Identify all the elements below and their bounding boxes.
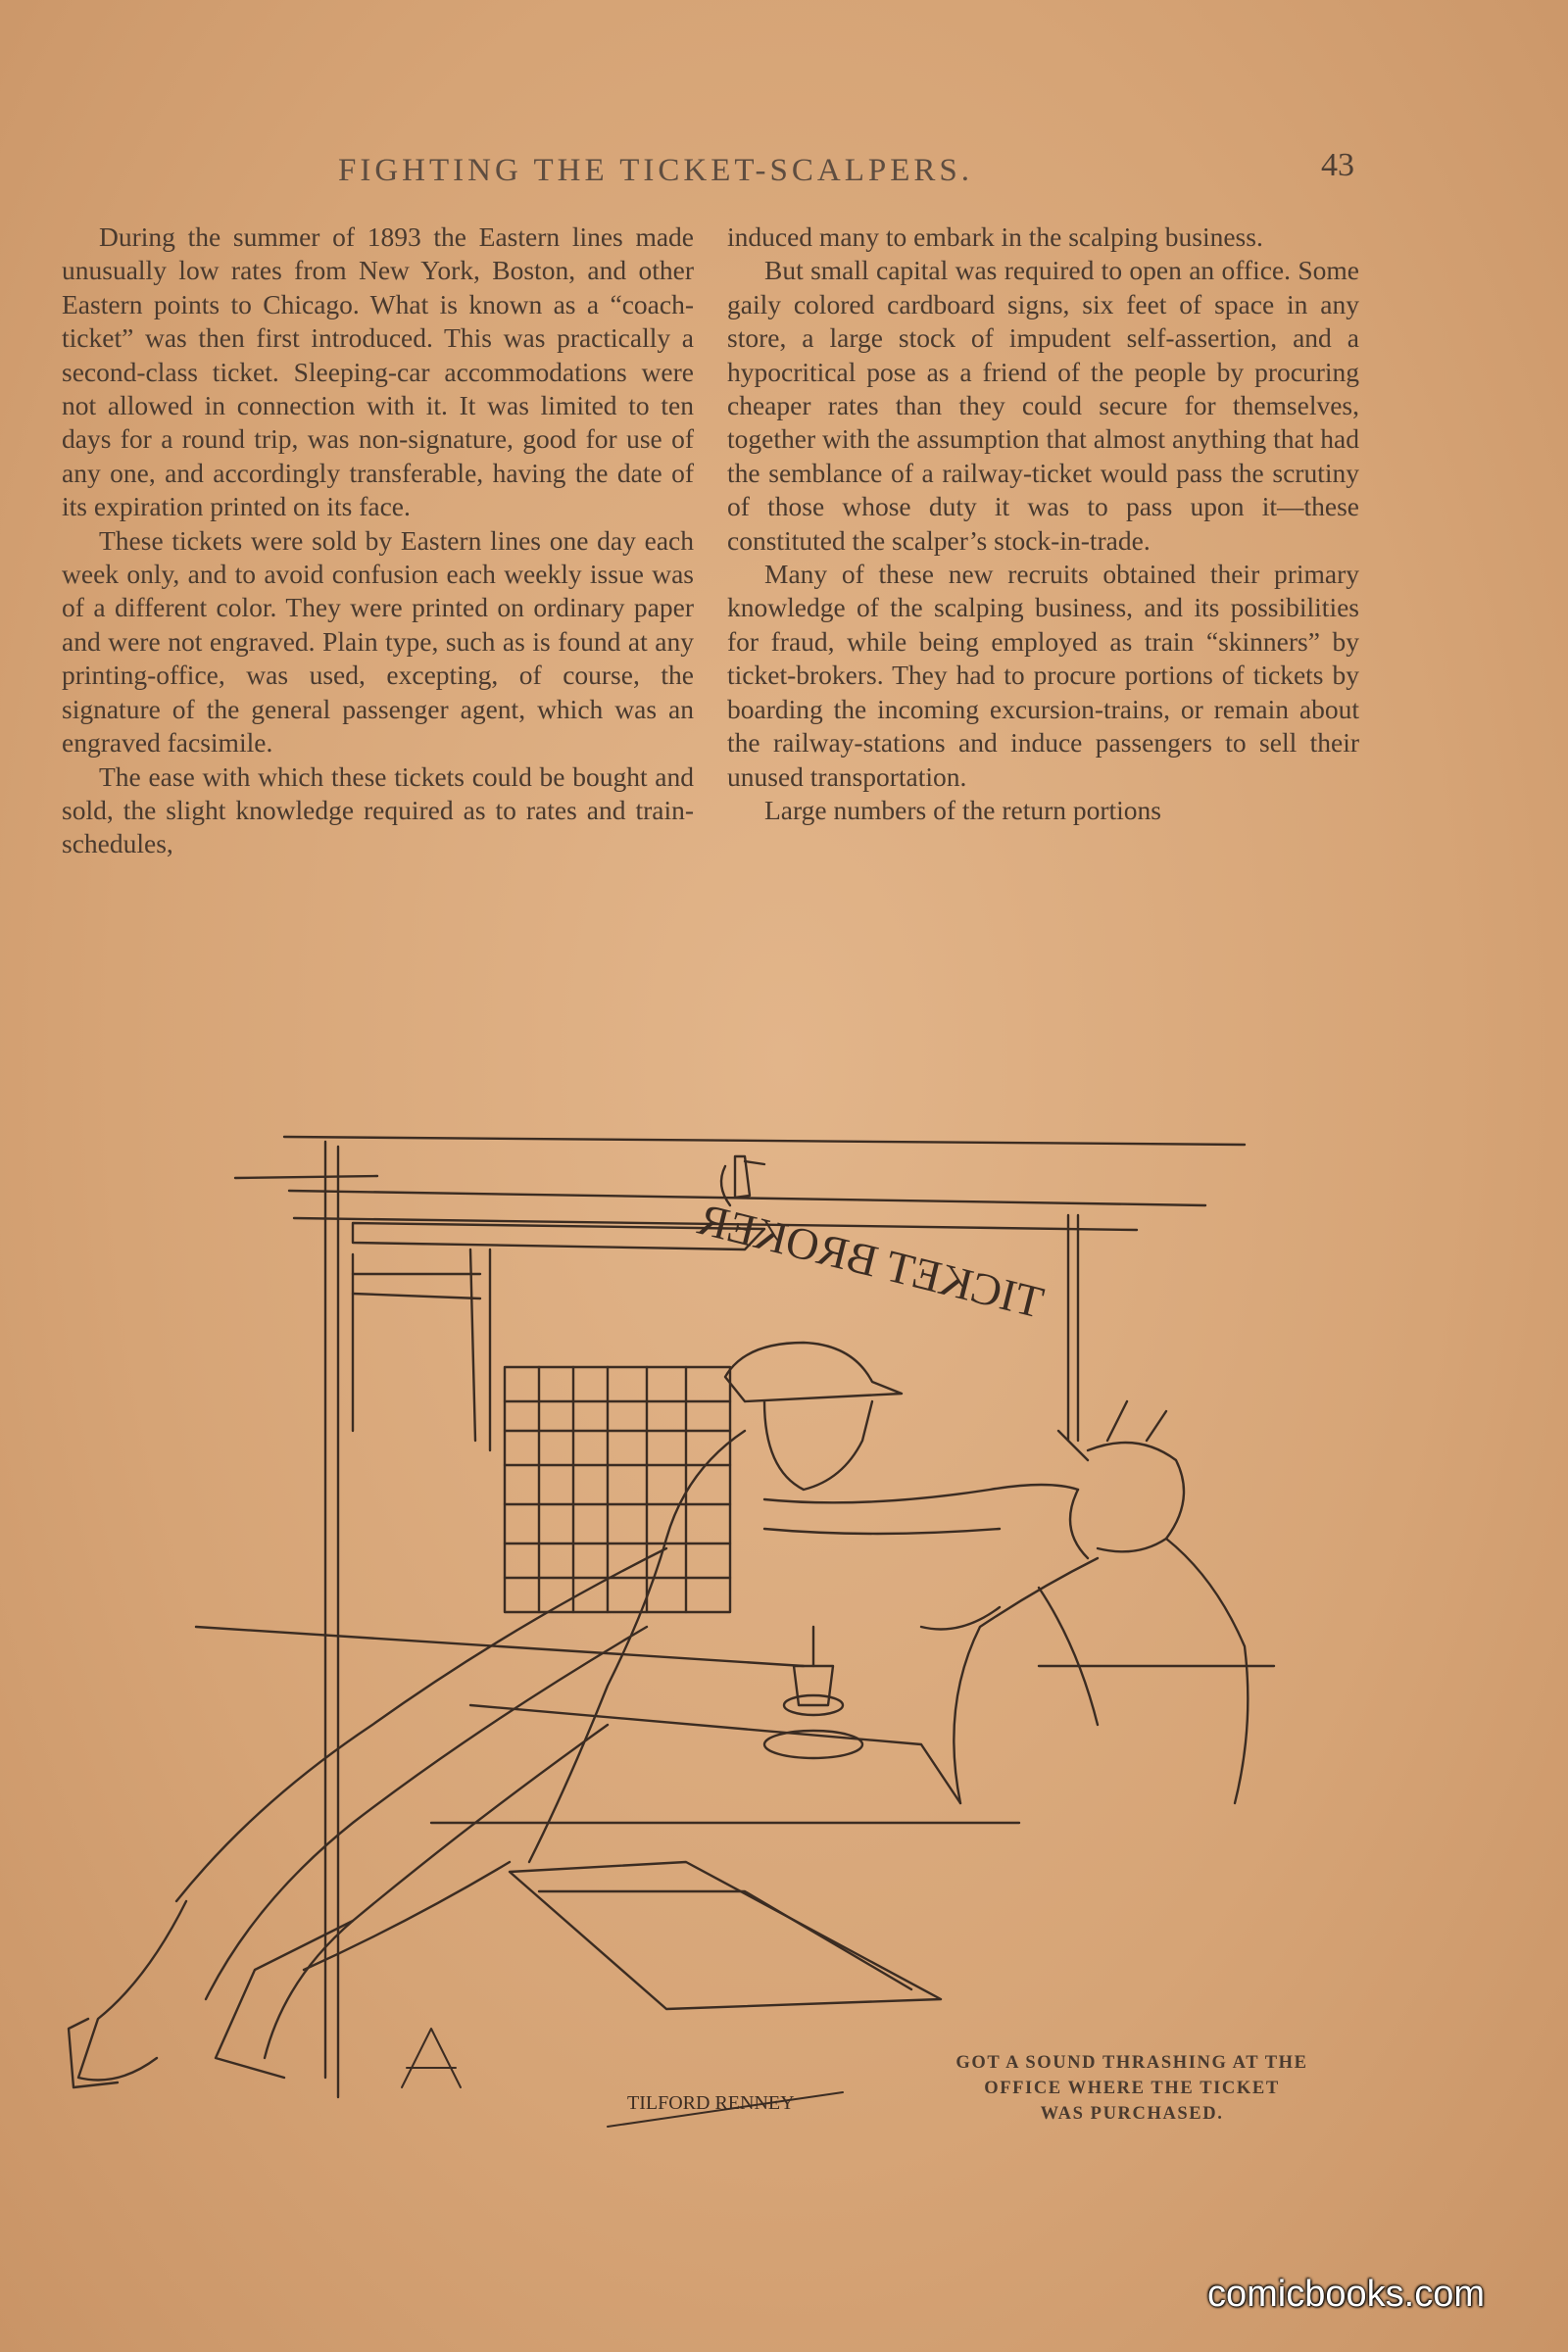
pigeonhole-shelves [505, 1367, 730, 1612]
caption-line: OFFICE WHERE THE TICKET [984, 2079, 1280, 2098]
paragraph: induced many to embark in the scalping business. [727, 221, 1263, 252]
sign-text: TICKET BROKER [693, 1193, 1049, 1328]
paragraph: Many of these new recruits obtained their primary knowledge of the scalping business, and its possibilities for fraud, while being employed as train “skinners” by ticket-brokers. They had to procure portions of tickets by boarding the incoming excursion-trains, or remain about the railway-stations and induce passengers to sell their unused transportation. [727, 559, 1359, 792]
running-title: FIGHTING THE TICKET-SCALPERS. [338, 153, 974, 188]
paragraph: During the summer of 1893 the Eastern lines made unusually low rates from New York, Boston, and other Eastern points to Chicago. What is known as a “coach-ticket” was then first introduced. This was practically a second-class ticket. Sleeping-car accommodations were not allowed in connection with it. It was limited to ten days for a round trip, was non-signature, good for use of any one, and accordingly transferable, having the date of its expiration printed on its face. [62, 221, 694, 522]
paragraph: The ease with which these tickets could be bought and sold, the slight knowledge required as to rates and train-schedules, [62, 760, 694, 859]
paragraph: Large numbers of the return portions [764, 794, 1162, 825]
page-header [0, 147, 1568, 196]
page-number: 43 [1321, 147, 1354, 183]
paragraph: But small capital was required to open an office. Some gaily colored cardboard signs, six feet of space in any store, a large stock of impudent self-assertion, and a hypocritical pose as a friend of the people by procuring cheaper rates than they could secure for themselves, together with the assumption that almost anything that had the semblance of a railway-ticket would pass the scrutiny of those whose duty it was to pass upon it—these constituted the scalper’s stock-in-trade. [727, 255, 1359, 556]
left-column [62, 220, 694, 861]
doorway [325, 1142, 490, 2097]
pen-illustration [59, 1117, 1362, 2156]
artist-signature: TILFORD RENNEY [627, 2092, 795, 2114]
caption-line: GOT A SOUND THRASHING AT THE [956, 2053, 1308, 2073]
illustration-caption [887, 2050, 1377, 2127]
victim-figure [921, 1401, 1248, 1803]
site-watermark: comicbooks.com [1207, 2274, 1485, 2315]
right-column [727, 220, 1359, 827]
paragraph: These tickets were sold by Eastern lines one day each week only, and to avoid confusion each weekly issue was of a different color. They were printed on ordinary paper and were not engraved. Plain type, such as is found at any printing-office, was used, excepting, of course, the signature of the general passenger agent, which was an engraved facsimile. [62, 524, 694, 759]
caption-line: WAS PURCHASED. [1040, 2104, 1224, 2124]
window-sign [693, 1194, 1078, 1441]
